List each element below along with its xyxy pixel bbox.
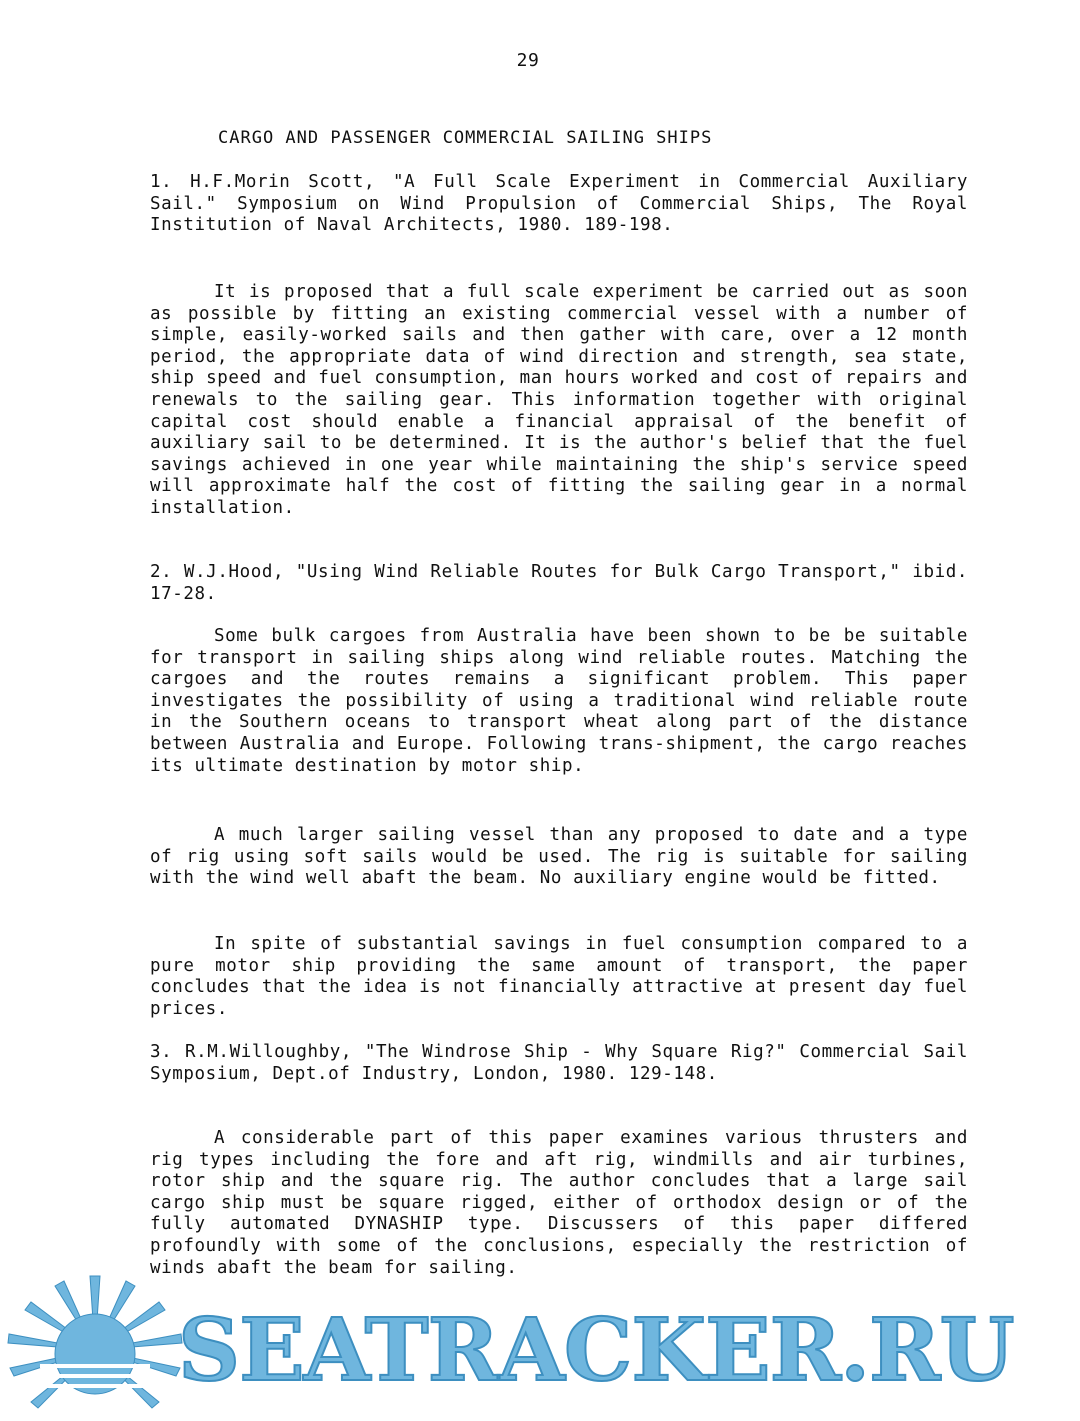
page-title: CARGO AND PASSENGER COMMERCIAL SAILING SHIPS [218,128,713,148]
reference-entry-2: 2. W.J.Hood, "Using Wind Reliable Routes for Bulk Cargo Transport," ibid. 17-28. [150,562,968,604]
abstract-paragraph-3: A much larger sailing vessel than any proposed to date and a type of rig using soft sails would be used. The rig is suitable for sailing with the wind well abaft the beam. No auxiliary engine would be fitted. [150,825,968,889]
reference-entry-1: 1. H.F.Morin Scott, "A Full Scale Experiment in Commercial Auxiliary Sail." Symposium on Wind Propulsion of Commercial Ships, The Royal Institution of Naval Architects, 1980. 189-198. [150,172,968,236]
abstract-paragraph-4: In spite of substantial savings in fuel consumption compared to a pure motor ship providing the same amount of transport, the paper concludes that the idea is not financially attractive at present day fuel prices. [150,934,968,1019]
reference-entry-3: 3. R.M.Willoughby, "The Windrose Ship - Why Square Rig?" Commercial Sail Symposium, Dept.of Industry, London, 1980. 129-148. [150,1042,968,1084]
abstract-paragraph-5: A considerable part of this paper examines various thrusters and rig types including the fore and aft rig, windmills and air turbines, rotor ship and the square rig. The author concludes that a large sail cargo ship must be square rigged, either of orthodox design or of the fully automated DYNASHIP type. Discussers of this paper differed profoundly with some of the conclusions, especially the restriction of winds abaft the beam for sailing. [150,1128,968,1278]
page-number: 29 [516,50,540,71]
sun-icon [0,1268,190,1421]
watermark-text: SEATRACKER.RU [178,1300,1014,1401]
abstract-paragraph-2: Some bulk cargoes from Australia have been shown to be be suitable for transport in sailing ships along wind reliable routes. Matching the cargoes and the routes remains a significant problem. This paper investigates the possibility of using a traditional wind reliable route in the Southern oceans to transport wheat along part of the distance between Australia and Europe. Following trans-shipment, the cargo reaches its ultimate destination by motor ship. [150,626,968,776]
abstract-paragraph-1: It is proposed that a full scale experiment be carried out as soon as possible by fitting an existing commercial vessel with a number of simple, easily-worked sails and then gather with care, over a 12 month period, the appropriate data of wind direction and strength, sea state, ship speed and fuel consumption, man hours worked and cost of repairs and renewals to the sailing gear. This information together with original capital cost should enable a financial appraisal of the benefit of auxiliary sail to be determined. It is the author's belief that the fuel savings achieved in one year while maintaining the ship's service speed will approximate half the cost of fitting the sailing gear in a normal installation. [150,282,968,518]
